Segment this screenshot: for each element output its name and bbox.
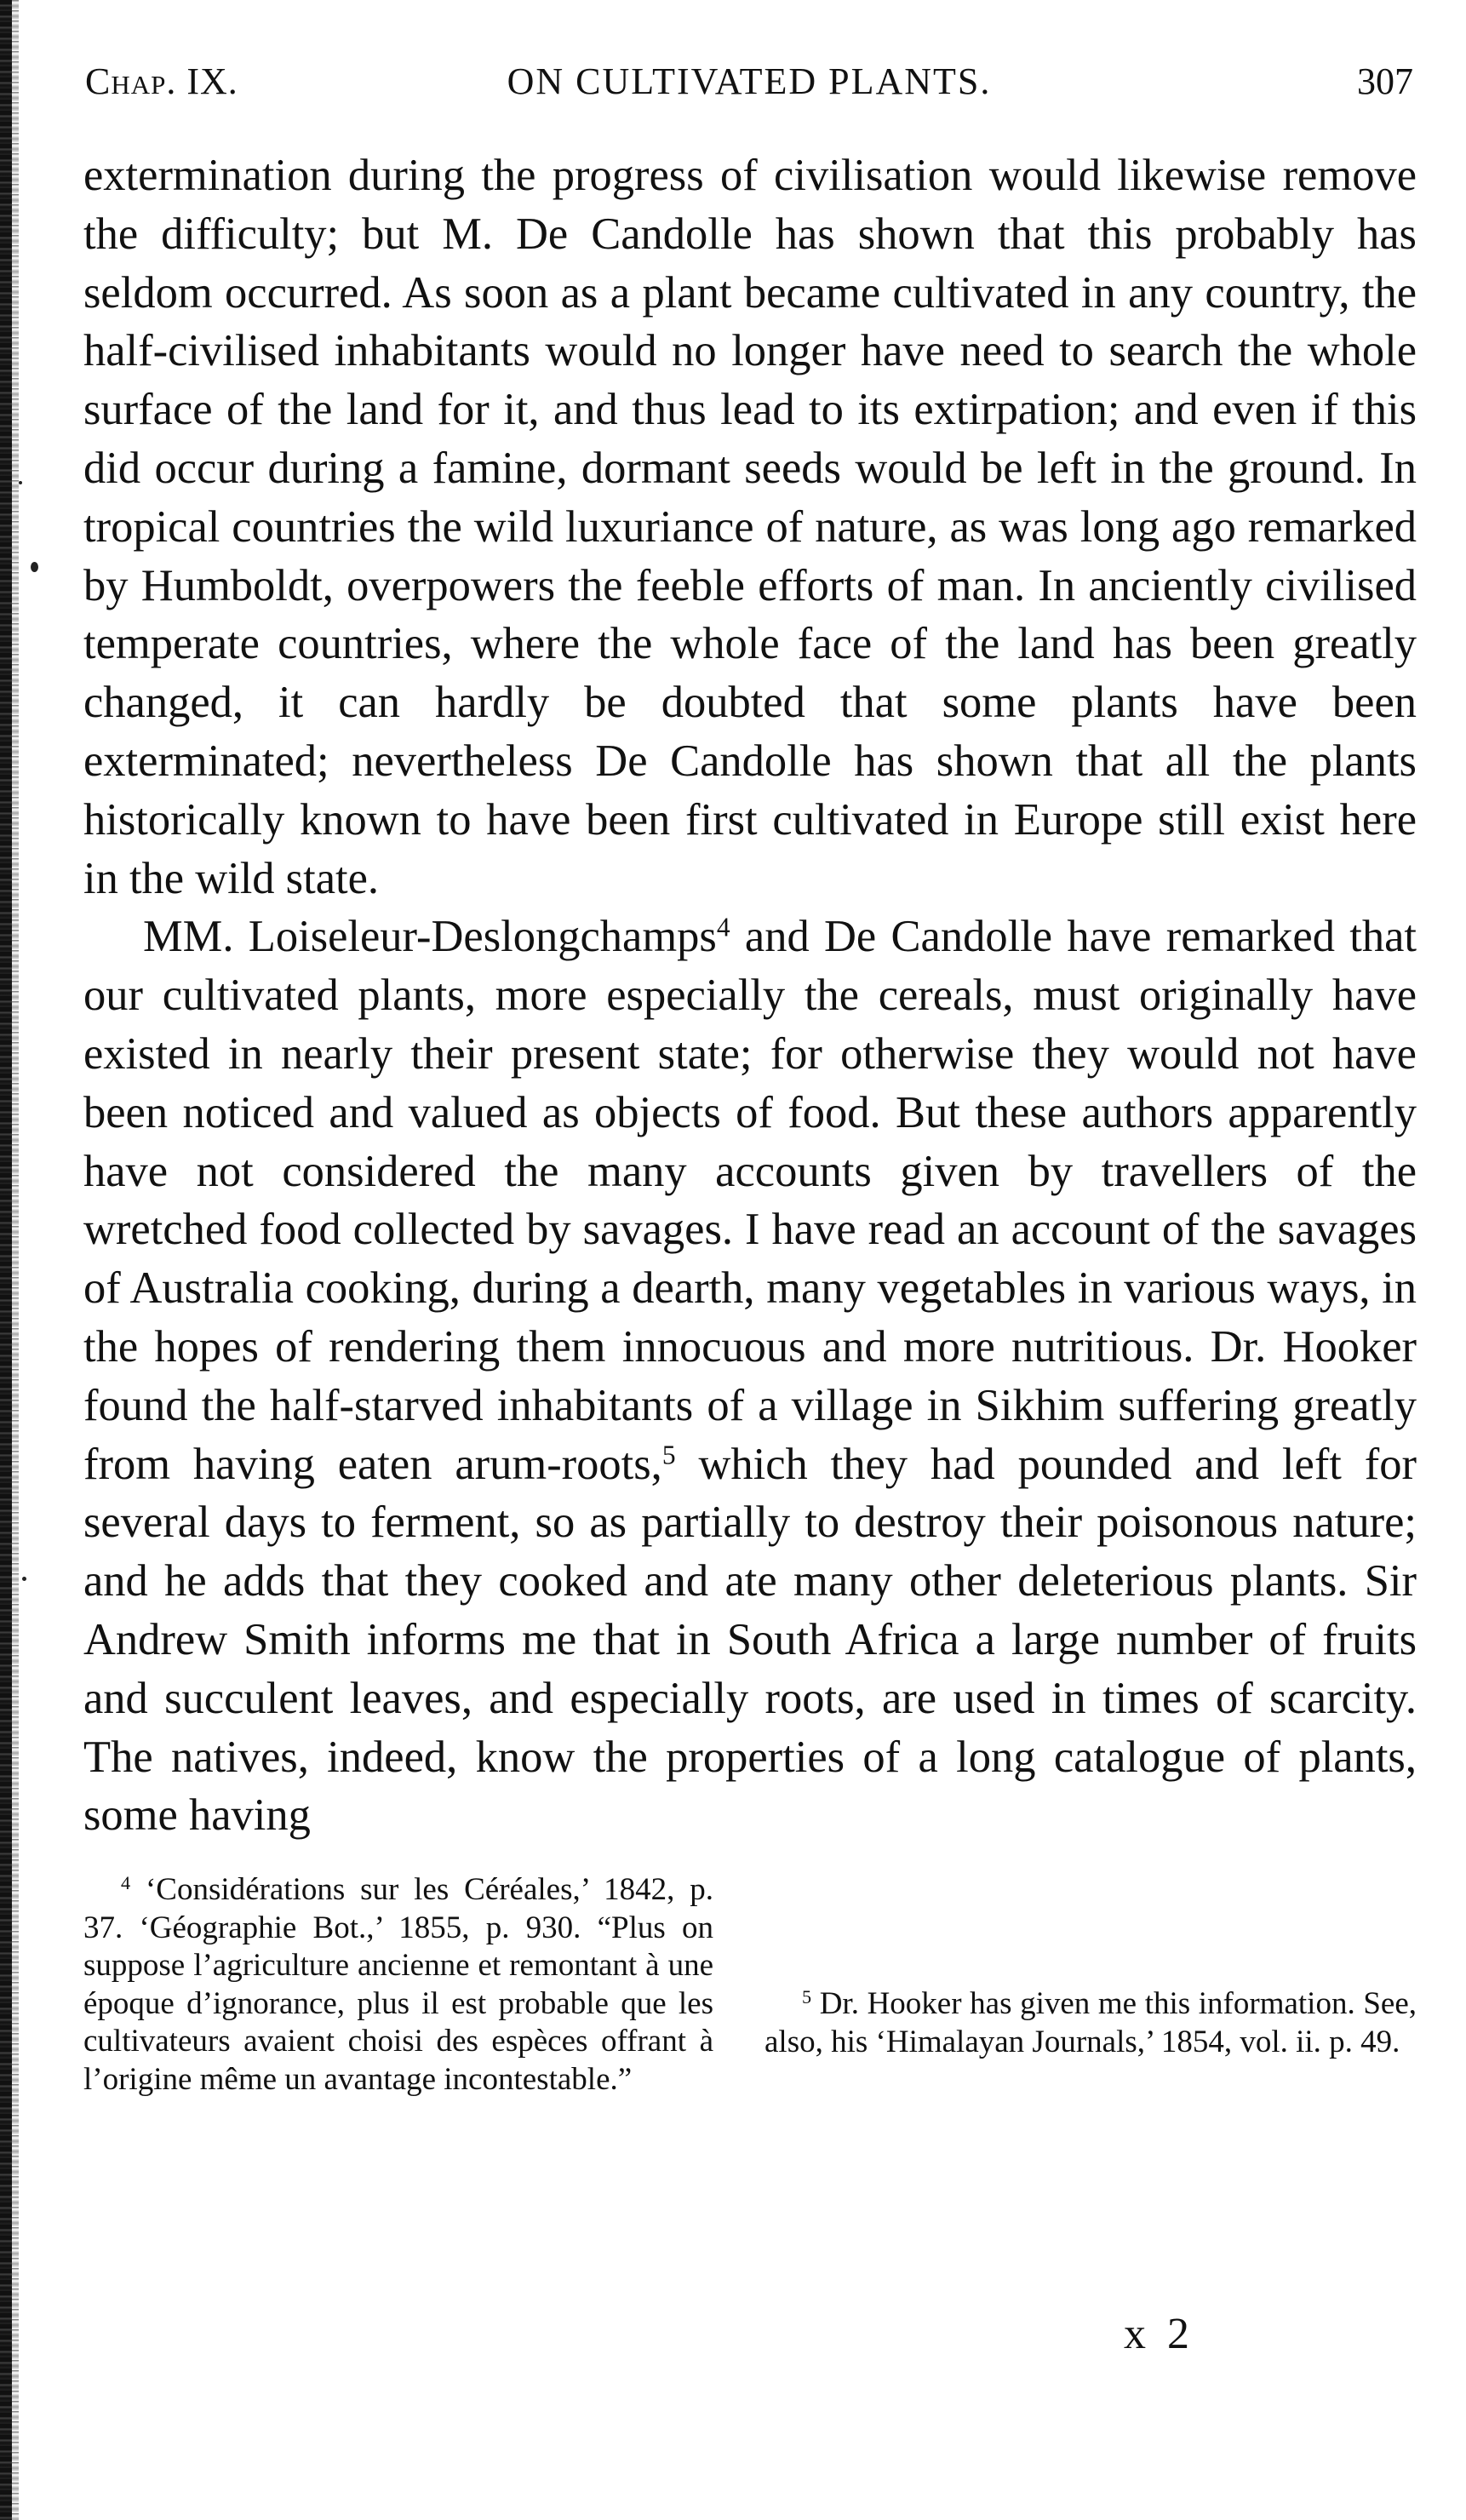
- ink-speck: [22, 1577, 26, 1581]
- ink-speck: [19, 481, 22, 484]
- footnote-ref-5: 5: [661, 1440, 676, 1470]
- footnote-column-left: [83, 1871, 713, 2099]
- binding-edge: [0, 0, 12, 2520]
- paragraph-text: and De Candolle have remarked that our cultivated plants, more especially the cereals, must originally have existed in nearly their present state; for otherwise they would not have been noticed and valued as objects of food. But these authors apparently have not considered the many accounts given by travellers of the wretched food collected by savages. I have read an account of the savages of Australia cooking, during a dearth, many vegetables in various ways, in the hopes of rendering them innocuous and more nutritious. Dr. Hooker found the half-starved inhabitants of a village in Sikhim suffering greatly from having eaten arum-roots,: [83, 912, 1417, 1489]
- footnote-text: ‘Considérations sur les Céréales,’ 1842, p. 37. ‘Géographie Bot.,’ 1855, p. 930. “Plus on suppose l’agriculture ancienne et remontant à une époque d’ignorance, plus il est probable que les cultivateurs avaient choisi des espèces offrant à l’origine même un avantage incontestable.”: [83, 1872, 713, 2097]
- paragraph-cultivated-plants: [83, 908, 1417, 1845]
- footnote-marker-5: 5: [802, 1985, 812, 2007]
- footnote-marker-4: 4: [121, 1871, 131, 1893]
- chapter-label: Chap. IX.: [85, 60, 238, 102]
- footnote-ref-4: 4: [716, 913, 730, 943]
- footnote-column-right: [764, 1871, 1417, 2061]
- footnote-5: [764, 1985, 1417, 2061]
- paragraph-extermination: extermination during the progress of civilisation would likewise remove the difficulty; but M. De Candolle has shown that this probably has seldom occurred. As soon as a plant became cultivated in any country, the half-civilised inhabitants would no longer have need to search the whole surface of the land for it, and thus lead to its extirpation; and even if this did occur during a famine, dormant seeds would be left in the ground. In tropical countries the wild luxuriance of nature, as was long ago remarked by Humboldt, overpowers the feeble efforts of man. In anciently civilised temperate countries, where the whole face of the land has been greatly changed, it can hardly be doubted that some plants have been exterminated; nevertheless De Candolle has shown that all the plants historically known to have been first cultivated in Europe still exist here in the wild state.: [83, 151, 1417, 903]
- main-text: [83, 146, 1417, 1845]
- ink-speck: [31, 562, 38, 572]
- paragraph-text: MM. Loiseleur-Deslongchamps: [143, 912, 717, 962]
- running-title: ON CULTIVATED PLANTS.: [507, 60, 992, 102]
- signature-mark: x 2: [1124, 2310, 1194, 2358]
- running-head: [85, 60, 1413, 111]
- paragraph-text: which they had pounded and left for several days to ferment, so as partially to destroy their poisonous nature; and he adds that they cooked and ate many other deleterious plants. Sir Andrew Smith informs me that in South Africa a large number of fruits and succulent leaves, and especially roots, are used in times of scarcity. The natives, indeed, know the properties of a long catalogue of plants, some having: [83, 1439, 1417, 1841]
- footnote-4: [83, 1871, 713, 2099]
- footnote-text: Dr. Hooker has given me this information. See, also, his ‘Himalayan Journals,’ 1854, vol. ii. p. 49.: [764, 1986, 1417, 2059]
- page-number: 307: [1357, 60, 1413, 102]
